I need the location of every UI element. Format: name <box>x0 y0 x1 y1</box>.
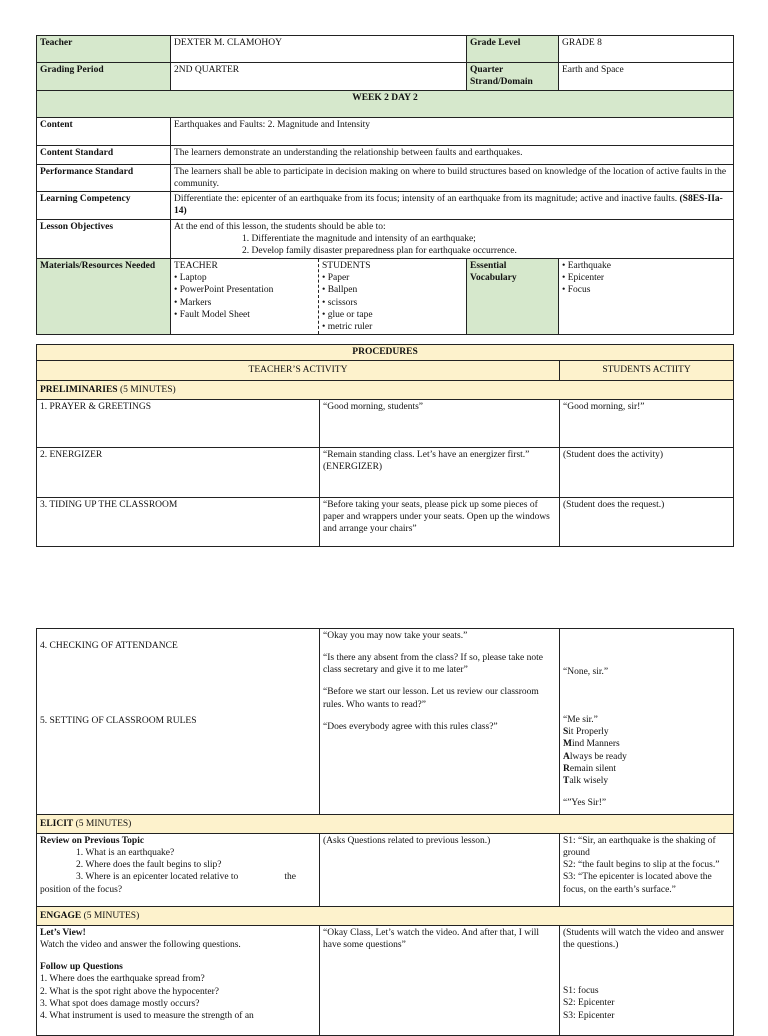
procedures-table <box>36 344 734 547</box>
standard-value: The learners demonstrate an understanding the relationship between faults and earthquakes. <box>171 146 734 165</box>
teacher-activity-header: TEACHER’S ACTIVITY <box>37 361 560 381</box>
standard-label: Content Standard <box>37 146 171 165</box>
student-line: “Me sir.” <box>563 715 598 726</box>
grade-value: GRADE 8 <box>559 36 734 63</box>
objective-item: 1. Differentiate the magnitude and intensity of an earthquake; <box>242 233 476 244</box>
teacher-activity: “Remain standing class. Let’s have an energizer first.” (ENERGIZER) <box>320 448 560 498</box>
strand-value: Earth and Space <box>559 63 734 91</box>
preliminaries-header <box>37 381 734 400</box>
student-activity: (Student does the activity) <box>560 448 734 498</box>
material-item: • scissors <box>322 297 358 308</box>
competency-code: (S8ES-IIa-14) <box>174 194 723 217</box>
content-label: Content <box>37 118 171 146</box>
rule-item: Sit Properly <box>563 727 609 738</box>
teacher-line: “Does everybody agree with this rules class?” <box>323 721 498 732</box>
material-item: • Paper <box>322 273 350 284</box>
rules-step: 5. SETTING OF CLASSROOM RULES <box>40 716 197 727</box>
student-activity <box>560 629 734 815</box>
attendance-step: 4. CHECKING OF ATTENDANCE <box>40 641 178 651</box>
student-activity <box>560 926 734 1036</box>
student-answer: S1: “Sir, an earthquake is the shaking of ground <box>563 836 716 859</box>
performance-label: Performance Standard <box>37 165 171 192</box>
competency-label: Learning Competency <box>37 192 171 219</box>
objectives-value <box>171 219 734 258</box>
material-item: • Fault Model Sheet <box>174 309 250 320</box>
period-label: Grading Period <box>37 63 171 91</box>
review-question-cont: position of the focus? <box>40 884 123 895</box>
student-answer: S2: Epicenter <box>563 998 615 1009</box>
period-value: 2ND QUARTER <box>171 63 467 91</box>
student-activity: (Student does the request.) <box>560 498 734 547</box>
strand-label: Quarter Strand/Domain <box>467 63 559 91</box>
grade-label: Grade Level <box>467 36 559 63</box>
followup-question: 3. What spot does damage mostly occurs? <box>40 998 200 1009</box>
followup-question: 4. What instrument is used to measure the strength of an <box>40 1010 254 1021</box>
student-answer: S2: “the fault begins to slip at the focus.” <box>563 860 720 871</box>
step-label: 1. PRAYER & GREETINGS <box>37 400 320 448</box>
followup-question: 2. What is the spot right above the hypocenter? <box>40 986 219 997</box>
vocab-item: • Epicenter <box>562 273 605 284</box>
teacher-activity <box>320 629 560 815</box>
teacher-line: “Before we start our lesson. Let us review our classroom rules. Who wants to read?” <box>323 687 539 710</box>
vocab-label: Essential Vocabulary <box>467 259 559 335</box>
review-question: 1. What is an earthquake? <box>76 848 175 859</box>
elicit-label: ELICIT <box>40 818 74 829</box>
rule-item: Talk wisely <box>563 775 609 786</box>
teacher-activity: “Good morning, students” <box>320 400 560 448</box>
material-item: • Ballpen <box>322 285 358 296</box>
competency-value <box>171 192 734 219</box>
followup-title: Follow up Questions <box>40 962 123 973</box>
teacher-materials <box>171 259 318 334</box>
engage-label: ENGAGE <box>40 910 82 921</box>
teacher-line: “Okay you may now take your seats.” <box>323 631 468 641</box>
engage-time: (5 MINUTES) <box>81 910 140 921</box>
student-line: “”Yes Sir!” <box>563 798 607 809</box>
student-materials-title: STUDENTS <box>322 261 371 272</box>
rule-item: Mind Manners <box>563 739 620 750</box>
student-activity: “Good morning, sir!” <box>560 400 734 448</box>
materials-value <box>171 259 467 335</box>
competency-text: Differentiate the: epicenter of an earthquake from its focus; intensity of an earthquake from its magnitude; active and inactive faults. <box>174 194 678 205</box>
teacher-materials-title: TEACHER <box>174 261 218 272</box>
performance-value: The learners shall be able to participate in decision making on where to build structures based on knowledge of the location of active faults in the community. <box>171 165 734 192</box>
students-activity-header: STUDENTS ACTIITY <box>560 361 734 381</box>
material-item: • Laptop <box>174 273 207 284</box>
material-item: • glue or tape <box>322 309 373 320</box>
rule-item: Always be ready <box>563 751 627 762</box>
material-item: • PowerPoint Presentation <box>174 285 274 296</box>
teacher-label: Teacher <box>37 36 171 63</box>
elicit-header <box>37 815 734 834</box>
materials-label: Materials/Resources Needed <box>37 259 171 335</box>
student-materials <box>318 259 466 334</box>
procedures-continued-table <box>36 628 734 1036</box>
followup-question: 1. Where does the earthquake spread from? <box>40 974 205 985</box>
review-title: Review on Previous Topic <box>40 836 145 846</box>
vocab-value <box>559 259 734 335</box>
review-question: 3. Where is an epicenter located relative to the <box>76 872 296 883</box>
review-question: 2. Where does the fault begins to slip? <box>76 860 222 871</box>
procedures-title: PROCEDURES <box>37 345 734 361</box>
student-answer: S1: focus <box>563 986 599 997</box>
review-cell <box>37 834 320 907</box>
step-label: 3. TIDING UP THE CLASSROOM <box>37 498 320 547</box>
material-item: • Markers <box>174 297 212 308</box>
preliminaries-label: PRELIMINARIES <box>40 384 118 395</box>
teacher-line: “Is there any absent from the class? If so, please take note class secretary and give it to me later” <box>323 653 543 676</box>
vocab-item: • Focus <box>562 285 591 296</box>
content-value: Earthquakes and Faults: 2. Magnitude and Intensity <box>171 118 734 146</box>
lesson-header-table <box>36 35 734 335</box>
preliminaries-time: (5 MINUTES) <box>117 384 176 395</box>
student-answer: S3: “The epicenter is located above the focus, on the earth’s surface.” <box>563 872 712 895</box>
week-banner: WEEK 2 DAY 2 <box>37 91 734 118</box>
engage-cell <box>37 926 320 1036</box>
step-label: 2. ENERGIZER <box>37 448 320 498</box>
objectives-intro: At the end of this lesson, the students should be able to: <box>174 221 386 232</box>
objective-item: 2. Develop family disaster preparedness plan for earthquake occurrence. <box>242 245 517 256</box>
teacher-activity: “Before taking your seats, please pick up some pieces of paper and wrappers under your seats. Open up the windows and arrange your chairs” <box>320 498 560 547</box>
teacher-value: DEXTER M. CLAMOHOY <box>171 36 467 63</box>
material-item: • metric ruler <box>322 321 373 332</box>
elicit-time: (5 MINUTES) <box>73 818 132 829</box>
student-line: “None, sir.” <box>563 667 609 677</box>
vocab-item: • Earthquake <box>562 261 611 272</box>
student-line: (Students will watch the video and answer the questions.) <box>563 928 724 951</box>
student-activity <box>560 834 734 907</box>
engage-header <box>37 907 734 926</box>
teacher-activity: “Okay Class, Let’s watch the video. And after that, I will have some questions” <box>320 926 560 1036</box>
rule-item: Remain silent <box>563 763 617 774</box>
steps-cell <box>37 629 320 815</box>
view-text: Watch the video and answer the following questions. <box>40 940 241 951</box>
student-answer: S3: Epicenter <box>563 1010 615 1021</box>
teacher-activity: (Asks Questions related to previous lesson.) <box>320 834 560 907</box>
objectives-label: Lesson Objectives <box>37 219 171 258</box>
view-title: Let’s View! <box>40 928 86 938</box>
